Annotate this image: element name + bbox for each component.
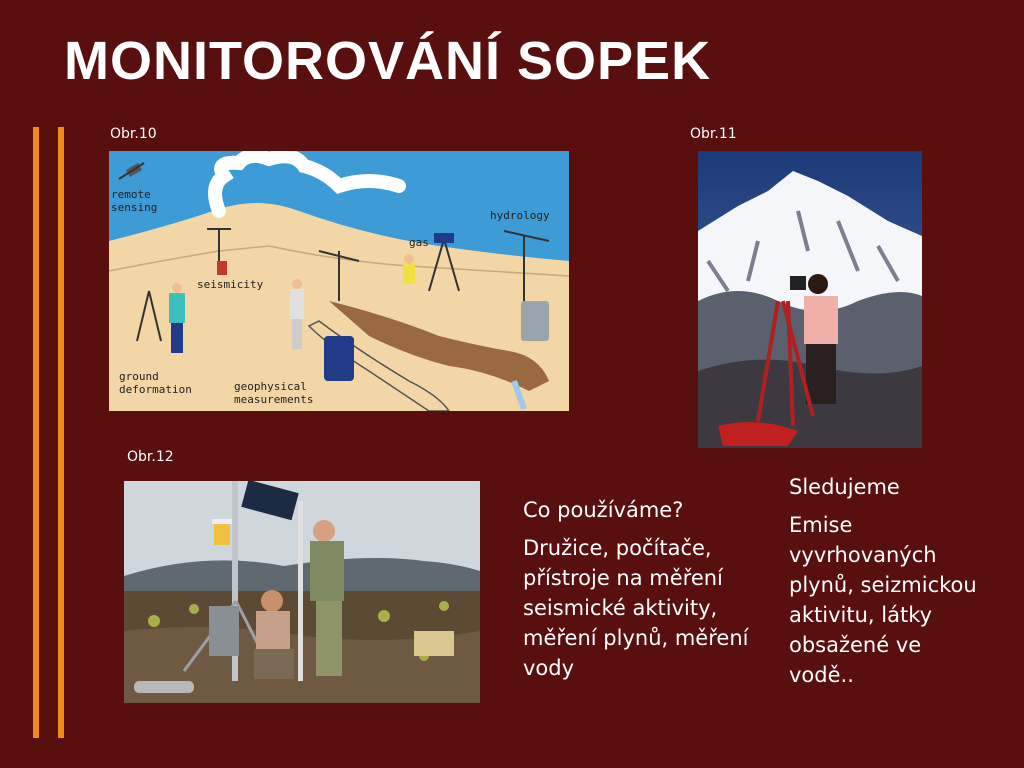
label-gas: gas xyxy=(409,236,429,249)
snowy-volcano-photo xyxy=(698,151,922,448)
label-sensing: sensing xyxy=(111,201,158,214)
label-deformation: deformation xyxy=(119,383,192,396)
figure-caption-obr11: Obr.11 xyxy=(690,126,737,142)
volcano-monitoring-diagram xyxy=(109,151,569,411)
monitored-heading: Sledujeme xyxy=(789,475,900,499)
tools-answer: Družice, počítače, přístroje na měření seismické aktivity, měření plynů, měření vody xyxy=(523,536,749,680)
left-accent-bar xyxy=(33,127,39,738)
label-hydrology: hydrology xyxy=(490,209,550,222)
tools-question: Co používáme? xyxy=(523,498,684,522)
label-seismicity: seismicity xyxy=(197,278,264,291)
figure-caption-obr10: Obr.10 xyxy=(110,126,157,142)
label-remote: remote xyxy=(111,188,151,201)
label-geophysical: geophysical xyxy=(234,380,307,393)
left-accent-bar-inner xyxy=(58,127,64,738)
monitored-body: Emise vyvrhovaných plynů, seizmickou aktivitu, látky obsažené ve vodě.. xyxy=(789,513,977,687)
label-ground: ground xyxy=(119,370,159,383)
tools-text-block xyxy=(523,495,768,691)
field-instrument-photo xyxy=(124,481,480,703)
figure-caption-obr12: Obr.12 xyxy=(127,449,174,465)
slide-title: MONITOROVÁNÍ SOPEK xyxy=(64,31,712,91)
label-measurements: measurements xyxy=(234,393,314,406)
monitored-text-block xyxy=(789,472,989,698)
